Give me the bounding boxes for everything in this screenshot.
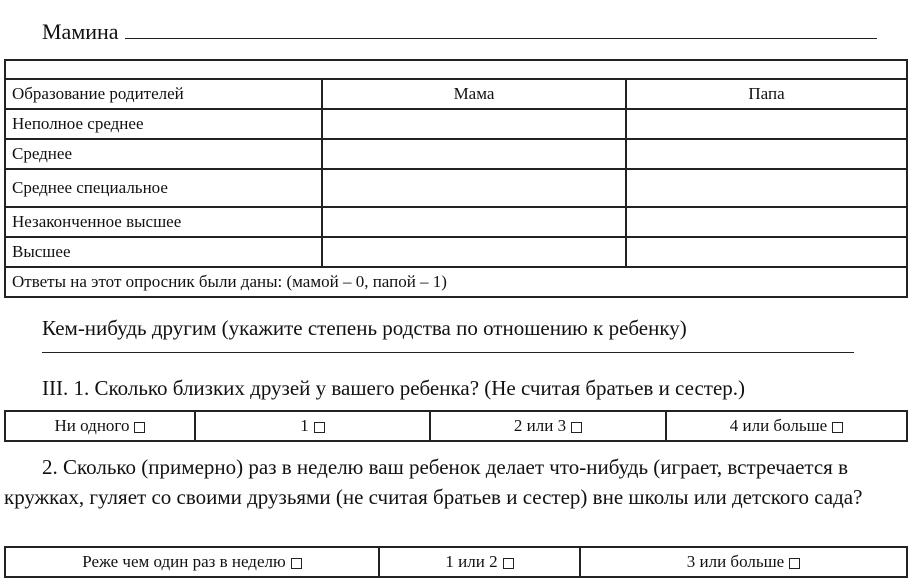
question-2-text: 2. Сколько (примерно) раз в неделю ваш ребенок делает что-нибудь (играет, встречается в кружках, гуляет со своими друзьями (не считая братьев и сестер) вне школы или детского сада?	[4, 455, 863, 509]
row-label: Неполное среднее	[5, 109, 322, 139]
q2-option[interactable]: 3 или больше	[580, 547, 907, 577]
q1-option[interactable]: 2 или 3	[430, 411, 666, 441]
q1-option[interactable]: 4 или больше	[666, 411, 907, 441]
checkbox-icon[interactable]	[503, 558, 514, 569]
q1-option[interactable]: Ни одного	[5, 411, 195, 441]
checkbox-icon[interactable]	[291, 558, 302, 569]
table-row	[5, 139, 907, 169]
checkbox-icon[interactable]	[314, 422, 325, 433]
checkbox-icon[interactable]	[832, 422, 843, 433]
checkbox-icon[interactable]	[789, 558, 800, 569]
table-row	[5, 169, 907, 207]
checkbox-icon[interactable]	[571, 422, 582, 433]
mother-cell[interactable]	[322, 207, 626, 237]
table-blank-row	[5, 60, 907, 79]
father-cell[interactable]	[626, 139, 907, 169]
header-mother: Мама	[322, 79, 626, 109]
other-respondent-line[interactable]	[42, 352, 854, 353]
mamina-answer-line[interactable]	[125, 18, 877, 39]
respondent-note: Ответы на этот опросник были даны: (мамой – 0, папой – 1)	[5, 267, 907, 297]
q2-option[interactable]: Реже чем один раз в неделю	[5, 547, 379, 577]
table-row	[5, 237, 907, 267]
q1-option[interactable]: 1	[195, 411, 430, 441]
table-row	[5, 109, 907, 139]
header-education: Образование родителей	[5, 79, 322, 109]
mamina-label: Мамина	[42, 19, 119, 44]
mamina-field	[42, 18, 877, 45]
row-label: Среднее	[5, 139, 322, 169]
education-table	[4, 59, 908, 298]
question-2-options	[4, 546, 908, 578]
table-footer-row	[5, 267, 907, 297]
father-cell[interactable]	[626, 109, 907, 139]
row-label: Незаконченное высшее	[5, 207, 322, 237]
question-1-options	[4, 410, 908, 442]
q2-option[interactable]: 1 или 2	[379, 547, 580, 577]
checkbox-icon[interactable]	[134, 422, 145, 433]
row-label: Высшее	[5, 237, 322, 267]
row-label: Среднее специальное	[5, 169, 322, 207]
father-cell[interactable]	[626, 169, 907, 207]
other-respondent-text: Кем-нибудь другим (укажите степень родства по отношению к ребенку)	[42, 316, 687, 340]
table-header-row	[5, 79, 907, 109]
father-cell[interactable]	[626, 237, 907, 267]
mother-cell[interactable]	[322, 169, 626, 207]
father-cell[interactable]	[626, 207, 907, 237]
mother-cell[interactable]	[322, 237, 626, 267]
table-row	[5, 207, 907, 237]
mother-cell[interactable]	[322, 109, 626, 139]
mother-cell[interactable]	[322, 139, 626, 169]
question-1-text: III. 1. Сколько близких друзей у вашего ребенка? (Не считая братьев и сестер.)	[42, 376, 746, 400]
header-father: Папа	[626, 79, 907, 109]
